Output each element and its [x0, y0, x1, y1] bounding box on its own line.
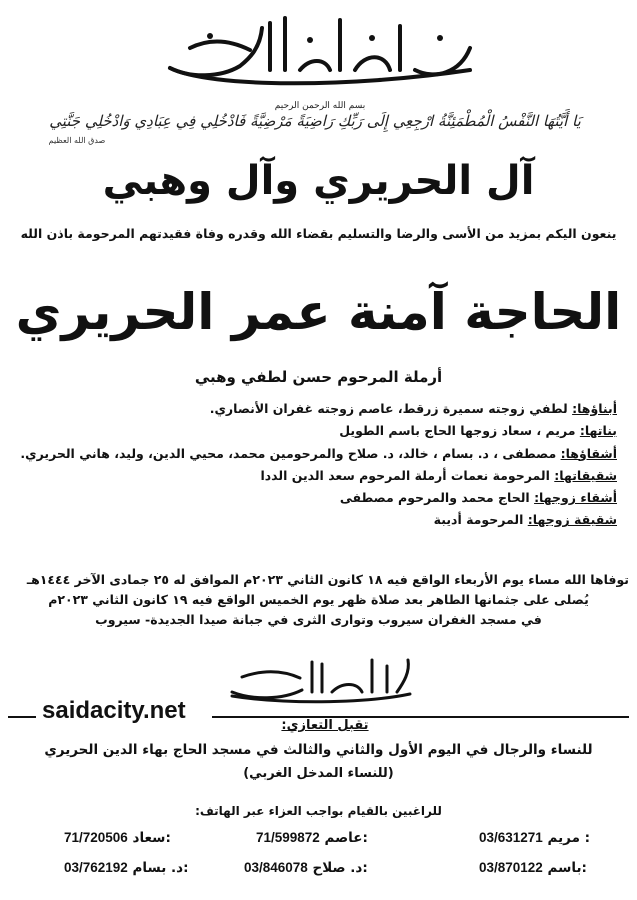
phone-name: سعاد: [132, 830, 171, 846]
relatives-text: مريم ، سعاد زوجها الحاج باسم الطويل [339, 423, 580, 439]
relatives-line [17, 465, 617, 487]
phone-entry [256, 830, 368, 846]
families-heading: آل الحريري وآل وهبي [102, 158, 535, 204]
widow-of-line: أرملة المرحوم حسن لطفي وهبي [194, 368, 443, 386]
prayer-line: يُصلى على جثمانها الطاهر بعد صلاة ظهر يوم الخميس الواقع فيه ١٩ كانون الثاني ٢٠٢٣م [48, 592, 589, 607]
website-watermark: saidacity.net [42, 697, 186, 724]
phone-number: 71/599872 [256, 830, 320, 845]
deceased-name: الحاجة آمنة عمر الحريري [15, 283, 622, 341]
relatives-text: مصطفى ، د. بسام ، خالد، د. صلاح والمرحومين محمد، محيي الدين، وليد، هاني الحريري. [20, 445, 561, 461]
phone-entry [479, 860, 587, 876]
quran-verse: يَا أَيَّتُهَا النَّفْسُ الْمُطْمَئِنَّةُ ارْجِعِي إِلَى رَبِّكِ رَاضِيَةً مَرْضِيَّةً فَادْخُلِي فِي عِبَادِي وَادْخُلِي جَنَّتِي [49, 112, 581, 130]
phone-entry [479, 830, 590, 846]
relatives-line [17, 398, 617, 420]
phone-name: مريم : [547, 830, 591, 846]
phone-name: عاصم: [324, 830, 368, 846]
relatives-label: شقيقة زوجها: [527, 512, 617, 528]
divider-right [212, 716, 629, 718]
relatives-line [17, 509, 617, 531]
relatives-text: الحاج محمد والمرحوم مصطفى [339, 490, 535, 506]
relatives-text: المرحومة نعمات أرملة المرحوم سعد الدين الددا [260, 467, 555, 483]
phone-entry [64, 860, 188, 876]
phone-entry [244, 860, 368, 876]
relatives-text: المرحومة أديبة [433, 512, 528, 528]
verse-closing: صدق الله العظيم [48, 136, 106, 145]
condolences-note: (للنساء المدخل الغربي) [243, 766, 394, 781]
phone-name: باسم: [547, 860, 587, 876]
relatives-line [17, 420, 617, 442]
burial-line: في مسجد الغفران سيروب وتوارى الثرى في جبانة صيدا الجديدة- سيروب [95, 612, 542, 627]
relatives-label: أبناؤها: [572, 401, 617, 416]
phone-entry [64, 830, 171, 846]
phone-number: 03/631271 [479, 830, 543, 845]
phone-intro: للراغبين بالقيام بواجب العزاء عبر الهاتف: [195, 804, 442, 818]
relatives-line [17, 487, 617, 509]
basmala: بسم الله الرحمن الرحيم [274, 101, 366, 111]
relatives-label: أشقاؤها: [560, 445, 617, 461]
phone-number: 71/720506 [64, 830, 128, 845]
closing-verse-calligraphy [222, 652, 418, 704]
condolences-line: للنساء والرجال في اليوم الأول والثاني والثالث في مسجد الحاج بهاء الدين الحريري [44, 742, 593, 758]
condolences-title: تقبل التعازي: [281, 718, 369, 733]
calligraphy-logo [150, 8, 490, 92]
relatives-label: بناتها: [579, 423, 617, 439]
relatives-line [17, 443, 617, 465]
phone-name: د. صلاح: [312, 860, 368, 876]
phone-name: د. بسام: [132, 860, 189, 876]
phone-number: 03/870122 [479, 860, 543, 875]
relatives-label: أشقاء زوجها: [534, 490, 617, 506]
funeral-details [8, 570, 629, 630]
closing-verse-logo [222, 652, 418, 704]
relatives-text: لطفي زوجته سميرة زرقط، عاصم زوجته غفران الأنصاري. [209, 401, 573, 416]
death-date-line: توفاها الله مساء يوم الأربعاء الواقع فيه ١٨ كانون الثاني ٢٠٢٣م الموافق له ٢٥ جمادى الآخر ١٤٤٤هـ [26, 572, 629, 587]
divider-left [8, 716, 36, 718]
phone-number: 03/846078 [244, 860, 308, 875]
relatives-list [17, 398, 617, 532]
relatives-label: شقيقاتها: [554, 467, 617, 483]
header-calligraphy [150, 8, 490, 92]
phone-number: 03/762192 [64, 860, 128, 875]
announcement-text: ينعون اليكم بمزيد من الأسى والرضا والتسليم بقضاء الله وقدره وفاة فقيدتهم المرحومة باذن الله [20, 226, 617, 241]
